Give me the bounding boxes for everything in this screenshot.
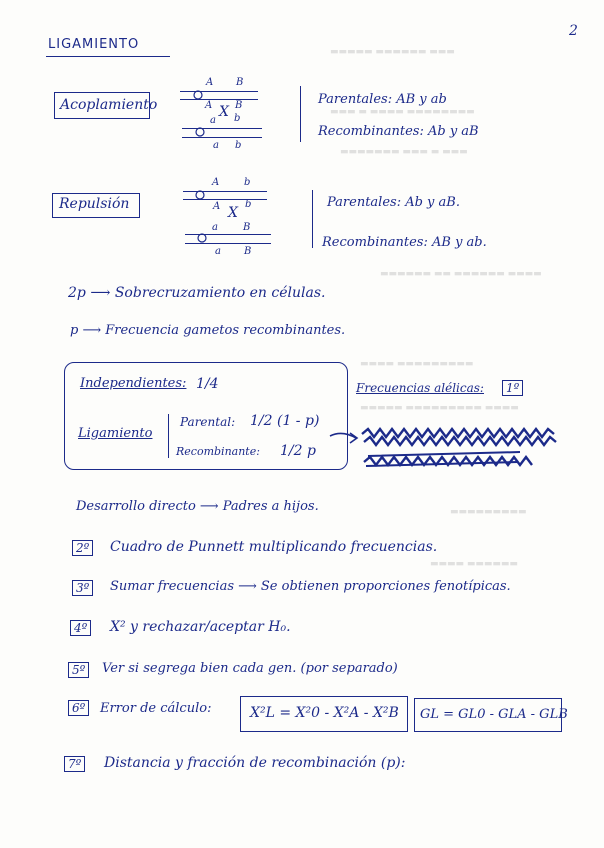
centromere-mark [196, 191, 204, 199]
step-3-text: Sumar frecuencias ⟶ Se obtienen proporciones fenotípicas. [110, 579, 511, 594]
line-2p: 2p ⟶ Sobrecruzamiento en células. [68, 285, 326, 301]
ligamiento-label: Ligamiento [78, 426, 153, 441]
parental-value: 1/2 (1 - p) [250, 413, 320, 429]
bleed-through: ▬▬▬▬▬▬▬▬▬ [450, 507, 527, 517]
bleed-through: ▬▬▬ ▬ ▬▬▬▬ ▬▬▬▬▬▬▬▬ [330, 107, 475, 117]
crossover-mark: X [228, 205, 238, 221]
desarrollo-line: Desarrollo directo ⟶ Padres a hijos. [76, 499, 319, 514]
allele: B [236, 77, 244, 88]
allele: A [213, 201, 221, 212]
centromere-mark [196, 128, 204, 136]
bleed-through: ▬▬▬▬▬▬▬ ▬▬▬ ▬ ▬▬▬ [340, 147, 468, 157]
arrow-head [350, 433, 357, 443]
parental-label: Parental: [180, 415, 236, 429]
centromere-mark [198, 234, 206, 242]
bleed-through: ▬▬▬▬▬ ▬▬▬▬▬▬ ▬▬▬ [330, 47, 455, 57]
gl-formula: GL = GL0 - GLA - GLB [420, 707, 568, 722]
line-p: p ⟶ Frecuencia gametos recombinantes. [70, 323, 346, 338]
allele: A [205, 100, 213, 111]
step-3-badge: 3º [72, 580, 93, 596]
allele: b [244, 177, 251, 188]
repulsion-label: Repulsión [59, 196, 130, 212]
allele: b [234, 113, 241, 124]
allele: a [212, 222, 218, 233]
scribble-crossout [362, 429, 554, 437]
recombinante-value: 1/2 p [280, 443, 316, 459]
independientes-value: 1/4 [196, 376, 219, 392]
page-number: 2 [569, 23, 578, 39]
bleed-through: ▬▬▬▬ ▬▬▬▬▬▬ [430, 559, 518, 569]
repulsion-parentales: Parentales: Ab y aB. [327, 195, 460, 210]
bleed-through: ▬▬▬▬▬▬ ▬▬ ▬▬▬▬▬▬ ▬▬▬▬ [380, 269, 542, 279]
allele: B [235, 100, 243, 111]
repulsion-recombinantes: Recombinantes: AB y ab. [322, 235, 487, 250]
step-6-badge: 6º [68, 700, 89, 716]
acoplamiento-recombinantes: Recombinantes: Ab y aB [318, 124, 479, 139]
step-4-badge: 4º [70, 620, 91, 636]
step-5-text: Ver si segrega bien cada gen. (por separado) [102, 661, 398, 676]
allele: B [244, 246, 252, 257]
step-2-text: Cuadro de Punnett multiplicando frecuencias. [110, 539, 438, 555]
allele: a [210, 115, 216, 126]
allele: a [215, 246, 221, 257]
step-2-badge: 2º [72, 540, 93, 556]
frecuencias-alelicas-label: Frecuencias alélicas: [356, 381, 484, 395]
allele: B [243, 222, 251, 233]
step-4-text: X² y rechazar/aceptar H₀. [110, 619, 291, 635]
chi-formula: X²L = X²0 - X²A - X²B [250, 705, 399, 721]
allele: A [212, 177, 220, 188]
scribble-crossout [364, 437, 556, 445]
recombinante-label: Recombinante: [176, 445, 260, 458]
step-1-badge: 1º [502, 380, 523, 396]
crossover-mark: X [219, 104, 229, 120]
acoplamiento-label: Acoplamiento [60, 97, 158, 113]
step-7-text: Distancia y fracción de recombinación (p): [104, 755, 406, 771]
centromere-mark [194, 91, 202, 99]
step-6-text: Error de cálculo: [100, 701, 212, 716]
page-title: LIGAMIENTO [48, 37, 140, 52]
bleed-through: ▬▬▬▬ ▬▬▬▬▬▬▬▬▬ [360, 359, 474, 369]
allele: a [213, 140, 219, 151]
independientes-label: Independientes: [80, 376, 187, 391]
step-7-badge: 7º [64, 756, 85, 772]
allele: b [245, 199, 252, 210]
allele: A [206, 77, 214, 88]
step-5-badge: 5º [68, 662, 89, 678]
acoplamiento-parentales: Parentales: AB y ab [318, 92, 447, 107]
bleed-through: ▬▬▬▬▬ ▬▬▬▬▬▬▬▬▬ ▬▬▬▬ [360, 403, 519, 413]
allele: b [235, 140, 242, 151]
